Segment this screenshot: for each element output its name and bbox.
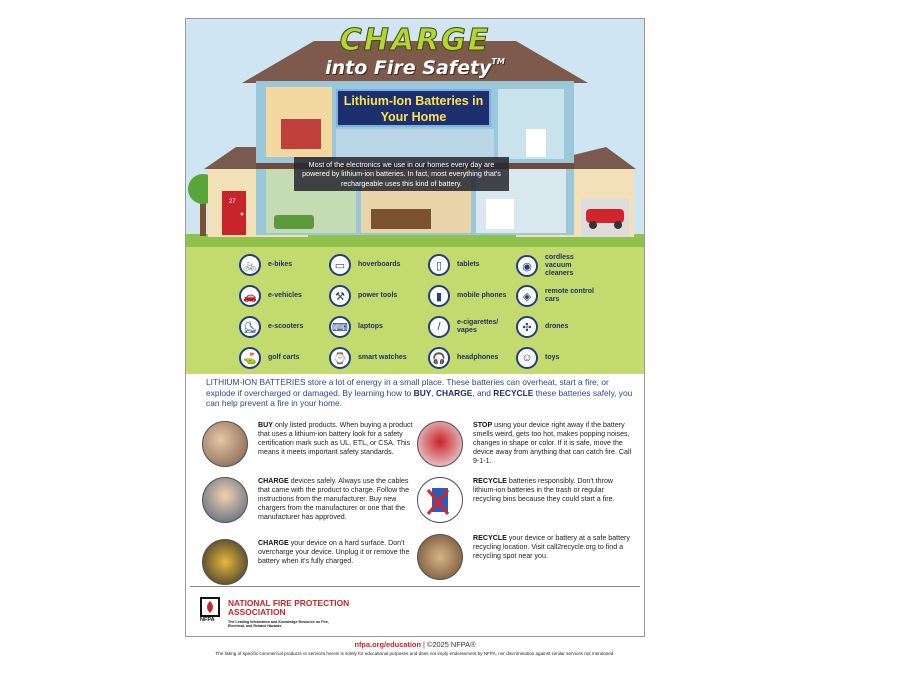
tip-text: CHARGE your device on a hard surface. Don't overcharge your device. Unplug it or remove the battery when it's fully charged. xyxy=(258,539,410,565)
tip-text: RECYCLE your device or battery at a safe battery recycling location. Visit call2recycle.org to find a recycling spot near you. xyxy=(473,534,630,560)
tip-charge-safely xyxy=(202,477,420,523)
recycle-bin-crossed-icon xyxy=(418,478,462,522)
device-item: ⚒ power tools xyxy=(329,285,414,307)
footer-disclaimer: The listing of specific commercial products or services herein is solely for educational purposes and does not imply endorsement by NFPA, nor discrimination against similar services not mentioned. xyxy=(215,651,615,656)
nfpa-education-link[interactable]: nfpa.org/education xyxy=(354,640,421,649)
device-grid xyxy=(186,247,644,374)
tip-text: BUY only listed products. When buying a product that uses a lithium-ion battery look for a safety certification mark such as UL, ETL, or CSA. This means it meets important safety standards. xyxy=(258,421,413,456)
footer-line: nfpa.org/education | ©2025 NFPA® xyxy=(354,640,476,649)
tip-charge-surface xyxy=(202,539,420,585)
device-item: 🚗 e-vehicles xyxy=(239,285,324,307)
bicycle-icon: 🚲 xyxy=(239,254,261,276)
headphones-icon: 🎧 xyxy=(428,347,450,369)
scooter-icon: ⛸ xyxy=(239,316,261,338)
car-icon: 🚗 xyxy=(239,285,261,307)
nfpa-logo xyxy=(200,597,220,625)
watch-icon: ⌚ xyxy=(329,347,351,369)
nfpa-name: NATIONAL FIRE PROTECTION ASSOCIATION xyxy=(228,598,350,618)
rc-car-icon: ◈ xyxy=(516,285,538,307)
poster-title: CHARGE xyxy=(339,23,491,58)
device-item: ☺ toys xyxy=(516,347,601,369)
device-item: ◈ remote control cars xyxy=(516,285,601,307)
nfpa-logo-text: NFPA xyxy=(200,617,215,623)
tip-photo xyxy=(202,539,248,585)
device-item: ▯ tablets xyxy=(428,254,513,276)
divider xyxy=(190,586,640,587)
device-item: ⛸ e-scooters xyxy=(239,316,324,338)
lead-paragraph: LITHIUM-ION BATTERIES store a lot of energy in a small place. These batteries can overheat, start a fire, or explode if overcharged or damaged. By learning how to BUY, CHARGE, and RECYCLE these batteries safely, you can help prevent a fire in your home. xyxy=(206,377,633,408)
device-item: ◉ cordless vacuum cleaners xyxy=(516,254,601,278)
nfpa-tagline: The Leading Information and Knowledge Resource on Fire, Electrical, and Related Hazards xyxy=(228,620,329,629)
tip-photo xyxy=(202,477,248,523)
tip-buy xyxy=(202,421,420,467)
door-number: 27 xyxy=(229,199,236,205)
device-item: ⌚ smart watches xyxy=(329,347,414,369)
device-item: 🚲 e-bikes xyxy=(239,254,324,276)
tip-stop xyxy=(417,421,633,467)
device-item: / e-cigarettes/ vapes xyxy=(428,316,513,338)
drill-icon: ⚒ xyxy=(329,285,351,307)
phone-icon: ▮ xyxy=(428,285,450,307)
tip-text: STOP using your device right away if the battery smells weird, gets too hot, makes popping noises, changes in shape or color. If it is safe, move the device away from anything that can catch fire. Call 9-1-1. xyxy=(473,421,632,465)
vape-icon: / xyxy=(428,316,450,338)
device-item: ✣ drones xyxy=(516,316,601,338)
tip-photo xyxy=(417,421,463,467)
poster-subtitle: into Fire Safety™ xyxy=(325,57,505,79)
intro-text: Most of the electronics we use in our homes every day are powered by lithium-ion batteries. In fact, most everything that's rechargeable uses this kind of battery. xyxy=(294,157,509,191)
house-illustration xyxy=(186,19,644,247)
tip-photo xyxy=(202,421,248,467)
tip-recycle-location xyxy=(417,534,633,580)
lithium-ion-badge: Lithium-Ion Batteries in Your Home xyxy=(336,89,491,127)
hoverboard-icon: ▭ xyxy=(329,254,351,276)
tip-photo xyxy=(417,477,463,523)
tip-photo xyxy=(417,534,463,580)
device-item: ⌨ laptops xyxy=(329,316,414,338)
drone-icon: ✣ xyxy=(516,316,538,338)
tip-text: RECYCLE batteries responsibly. Don't throw lithium-ion batteries in the trash or regular recycling bins because they could start a fire. xyxy=(473,477,615,503)
device-item: ▭ hoverboards xyxy=(329,254,414,276)
tip-text: CHARGE devices safely. Always use the cables that came with the product to charge. Follow the instructions from the manufacturer. Buy new chargers from the manufacturer or one that the manufacturer has approved. xyxy=(258,477,410,521)
laptop-icon: ⌨ xyxy=(329,316,351,338)
safety-poster xyxy=(185,18,645,637)
device-item: ▮ mobile phones xyxy=(428,285,513,307)
golf-cart-icon: ⛳ xyxy=(239,347,261,369)
robot-vacuum-icon: ◉ xyxy=(516,255,538,277)
tip-recycle-responsibly xyxy=(417,477,633,523)
device-item: 🎧 headphones xyxy=(428,347,513,369)
toy-icon: ☺ xyxy=(516,347,538,369)
device-item: ⛳ golf carts xyxy=(239,347,324,369)
tablet-icon: ▯ xyxy=(428,254,450,276)
